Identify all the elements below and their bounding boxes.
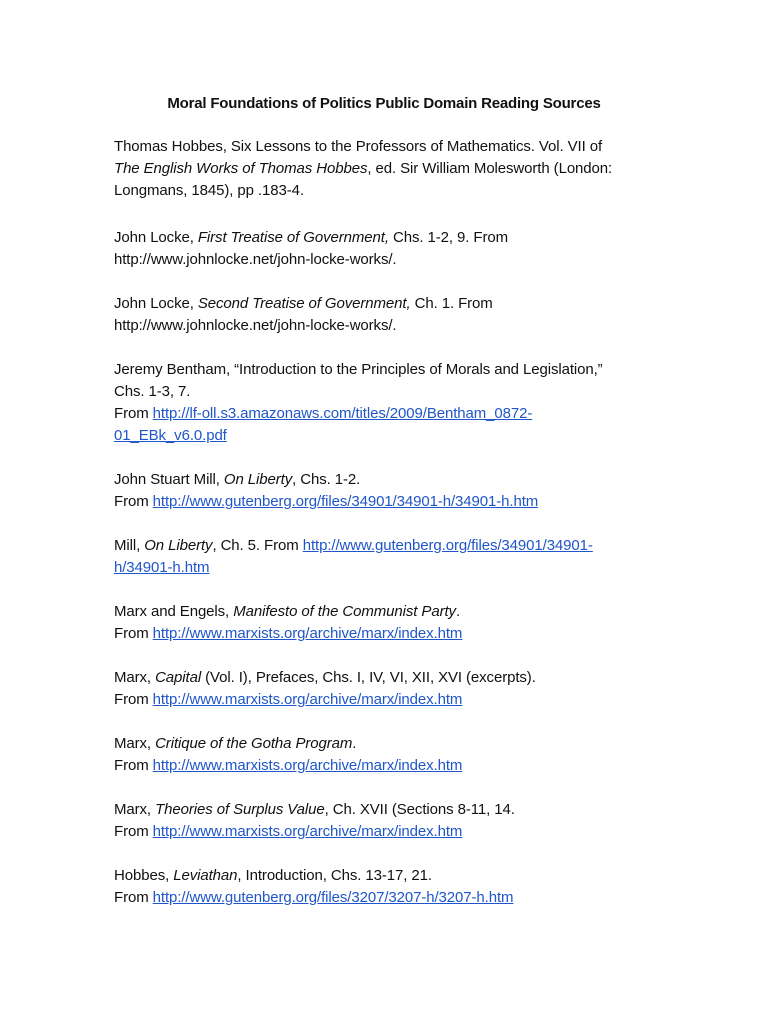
citation-text: http://www.johnlocke.net/john-locke-works/. [114,251,397,268]
citation-text: Marx, [114,669,156,686]
citation-text: Chs. 1-3, 7. [114,383,191,400]
source-link[interactable]: http://www.marxists.org/archive/marx/index.htm [152,625,463,642]
citation-text: From [114,691,153,708]
work-title: First Treatise of Government, [197,229,393,246]
source-link[interactable]: http://www.gutenberg.org/files/3207/3207-h/3207-h.htm [152,889,514,906]
citation-text: John Locke, [114,229,198,246]
entry-line [114,755,674,777]
citation-text: . [352,735,357,752]
citation-text: Jeremy Bentham, “Introduction to the Principles of Morals and Legislation,” [114,361,603,378]
entry-marx-engels-manifesto [114,601,674,645]
citation-text: From [114,823,153,840]
citation-text: Chs. 1-2, 9. From [392,229,508,246]
entry-line [114,887,674,909]
entry-line [114,689,674,711]
entry-line [114,733,674,755]
citation-text: John Locke, [114,295,198,312]
citation-text: Ch. 1. From [414,295,493,312]
citation-text: From [114,757,153,774]
entry-line [114,865,674,887]
entry-marx-capital [114,667,674,711]
entry-line [114,601,674,623]
entry-line [114,249,674,271]
entry-line [114,227,674,249]
entry-mill-on-liberty-5 [114,535,674,579]
source-link[interactable]: http://www.marxists.org/archive/marx/index.htm [152,823,463,840]
entry-locke-first-treatise [114,227,674,271]
work-title: Leviathan [173,867,238,884]
citation-text: From [114,625,153,642]
work-title: Capital [155,669,202,686]
source-link[interactable]: http://www.marxists.org/archive/marx/index.htm [152,691,463,708]
work-title: Critique of the Gotha Program [155,735,353,752]
work-title: Theories of Surplus Value [155,801,325,818]
citation-text: John Stuart Mill, [114,471,224,488]
work-title: On Liberty [144,537,213,554]
entry-line [114,667,674,689]
citation-text: , Ch. 5. From [212,537,303,554]
citation-text: http://www.johnlocke.net/john-locke-works/. [114,317,397,334]
entry-mill-on-liberty-1-2 [114,469,674,513]
citation-text: , Introduction, Chs. 13-17, 21. [237,867,432,884]
citation-text: Longmans, 1845), pp .183-4. [114,182,304,199]
entry-locke-second-treatise [114,293,674,337]
entry-line [114,491,674,513]
entry-line [114,535,674,557]
source-link[interactable]: 01_EBk_v6.0.pdf [114,427,227,444]
entry-line [114,821,674,843]
work-title: The English Works of Thomas Hobbes [114,160,368,177]
entry-line [114,469,674,491]
entry-line [114,359,674,381]
citation-text: Thomas Hobbes, Six Lessons to the Professors of Mathematics. Vol. VII of [114,138,603,155]
entry-hobbes-leviathan [114,865,674,909]
source-link[interactable]: http://www.gutenberg.org/files/34901/34901- [302,537,593,554]
entry-line [114,403,674,425]
entry-line [114,180,674,202]
entry-bentham-principles [114,359,674,447]
citation-text: , Chs. 1-2. [292,471,361,488]
citation-text: Hobbes, [114,867,174,884]
citation-text: From [114,405,153,422]
citation-text: From [114,493,153,510]
source-link[interactable]: h/34901-h.htm [114,559,210,576]
entry-line [114,425,674,447]
citation-text: , Ch. XVII (Sections 8-11, 14. [324,801,515,818]
work-title: Manifesto of the Communist Party [233,603,456,620]
entry-line [114,799,674,821]
entry-line [114,315,674,337]
citation-text: Mill, [114,537,145,554]
entry-line [114,557,674,579]
entry-marx-surplus-value [114,799,674,843]
source-link[interactable]: http://www.gutenberg.org/files/34901/34901-h/34901-h.htm [152,493,539,510]
entry-line [114,623,674,645]
work-title: On Liberty [223,471,293,488]
source-link[interactable]: http://lf-oll.s3.amazonaws.com/titles/2009/Bentham_0872- [152,405,533,422]
page-title: Moral Foundations of Politics Public Domain Reading Sources [167,95,601,112]
entry-marx-gotha [114,733,674,777]
work-title: Second Treatise of Government, [197,295,415,312]
citation-text: , ed. Sir William Molesworth (London: [367,160,613,177]
citation-text: . [455,603,461,620]
citation-text: (Vol. I), Prefaces, Chs. I, IV, VI, XII, XVI (excerpts). [201,669,536,686]
entry-line [114,381,674,403]
entry-line [114,136,674,158]
citation-text: Marx, [114,801,156,818]
entry-line [114,158,674,180]
citation-text: Marx, [114,735,156,752]
entry-hobbes-six-lessons [114,136,674,202]
citation-text: Marx and Engels, [114,603,234,620]
entry-line [114,293,674,315]
source-link[interactable]: http://www.marxists.org/archive/marx/index.htm [152,757,463,774]
citation-text: From [114,889,153,906]
